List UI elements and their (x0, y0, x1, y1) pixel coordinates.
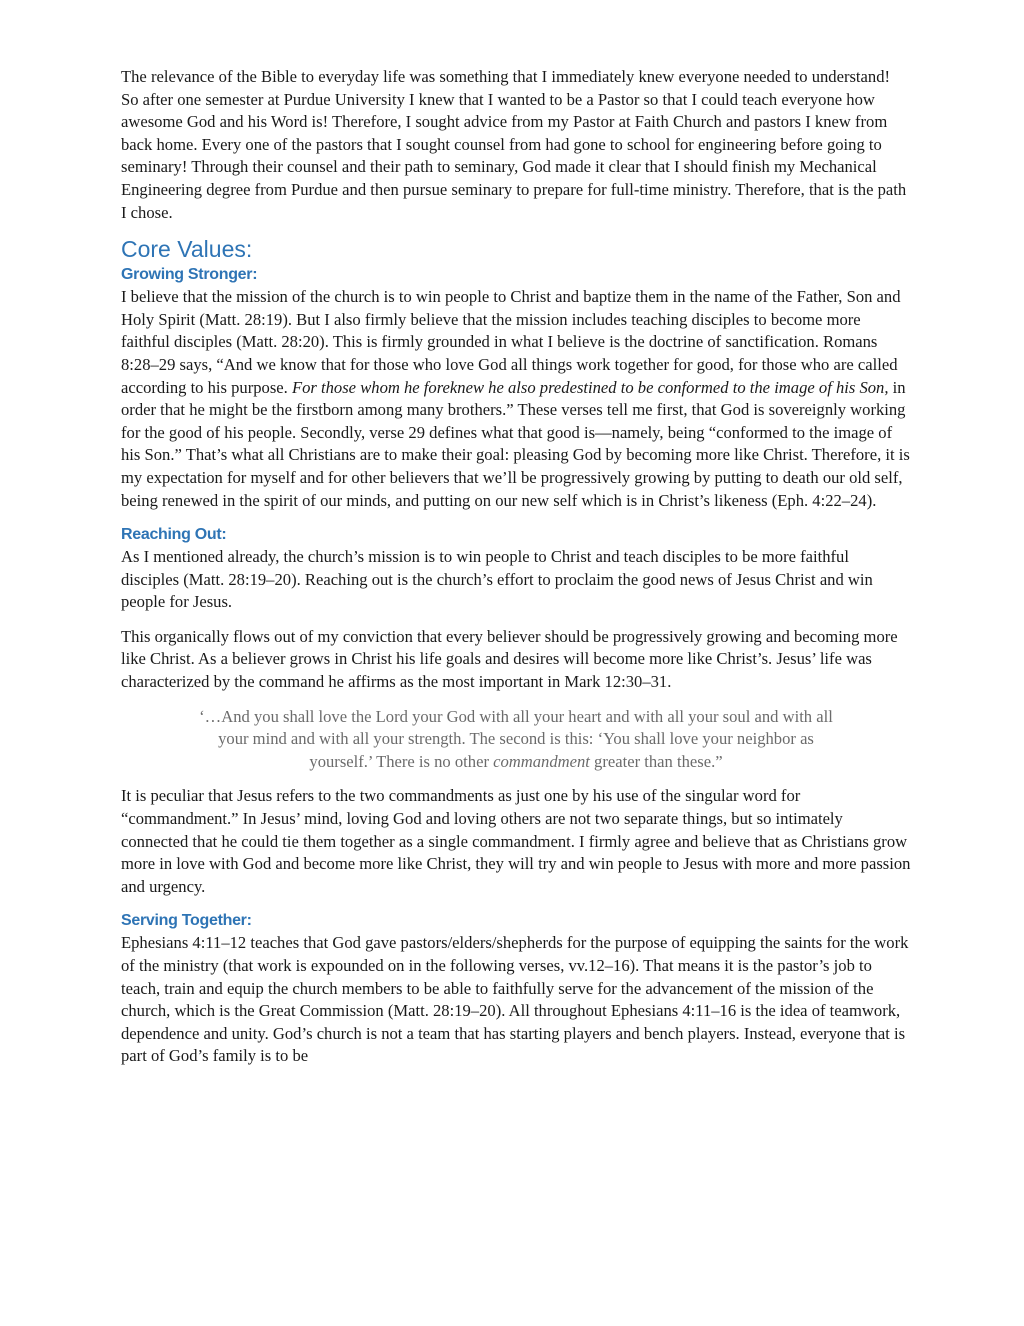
reaching-out-heading: Reaching Out: (121, 526, 227, 544)
serving-together-heading: Serving Together: (121, 912, 252, 930)
growing-stronger-text-1: I believe that the mission of the church is to win people to Christ and baptize them in the name of the Father, Son and Holy Spirit (Matt. 28:19). But I also firmly believe that the mission includes teaching disciples to become more faithful disciples (Matt. 28:20). This is firmly grounded in what I believe is the doctrine of sanctification. Romans 8:28–29 says, “And we know that for those who love God all things work together for good, for those who are called according to his purpose. (121, 287, 901, 397)
growing-stronger-text-2: in order that he might be the firstborn among many brothers.” These verses tell me first, that God is sovereignly working for the good of his people. Secondly, verse 29 defines what that good is—namely, being “conformed to the image of his Son.” That’s what all Christians are to make their goal: pleasing God by becoming more like Christ. Therefore, it is my expectation for myself and for other believers that we’ll be progressively growing by putting to death our old self, being renewed in the spirit of our minds, and putting on our new self which is in Christ’s likeness (Eph. 4:22–24). (121, 377, 910, 510)
serving-together-paragraph: Ephesians 4:11–12 teaches that God gave pastors/elders/shepherds for the purpose of equipping the saints for the work of the ministry (that work is expounded on in the following verses, vv.12–16). That means it is the pastor’s job to teach, train and equip the church members to be able to faithfully serve for the advancement of the mission of the church, which is the Great Commission (Matt. 28:19–20). All throughout Ephesians 4:11–16 is the idea of teamwork, dependence and unity. God’s church is not a team that has starting players and bench players. Instead, everyone that is part of God’s family is to be (121, 933, 909, 1066)
intro-paragraph: The relevance of the Bible to everyday life was something that I immediately knew everyone needed to understand! So after one semester at Purdue University I knew that I wanted to be a Pastor so that I could teach everyone how awesome God and his Word is! Therefore, I sought advice from my Pastor at Faith Church and pastors I knew from back home. Every one of the pastors that I sought counsel from had gone to school for engineering before going to seminary! Through their counsel and their path to seminary, God made it clear that I should finish my Mechanical Engineering degree from Purdue and then pursue seminary to prepare for full-time ministry. Therefore, that is the path I chose. (121, 67, 907, 222)
quote-text-2: greater than these.” (589, 751, 723, 771)
quote-italic-word: commandment (493, 751, 590, 771)
mark-quote-block (121, 706, 911, 774)
growing-stronger-heading: Growing Stronger: (121, 266, 258, 284)
reaching-out-paragraph-2: This organically flows out of my conviction that every believer should be progressively growing and becoming more like Christ. As a believer grows in Christ his life goals and desires will become more like Christ’s. Jesus’ life was characterized by the command he affirms as the most important in Mark 12:30–31. (121, 626, 898, 692)
reaching-out-paragraph-1: As I mentioned already, the church’s mission is to win people to Christ and teach disciples to be more faithful disciples (Matt. 28:19–20). Reaching out is the church’s effort to proclaim the good news of Jesus Christ and win people for Jesus. (121, 547, 873, 612)
quote-text-1: ‘…And you shall love the Lord your God with all your heart and with all your soul and with all your mind and with all your strength. The second is this: ‘You shall love your neighbor as yourself.’ There is no other (199, 706, 833, 771)
document-page (121, 66, 911, 1068)
growing-stronger-paragraph (121, 286, 911, 512)
core-values-heading: Core Values: (121, 236, 253, 263)
growing-stronger-italic-quote: For those whom he foreknew he also predestined to be conformed to the image of his Son, (291, 377, 889, 397)
reaching-out-paragraph-3: It is peculiar that Jesus refers to the two commandments as just one by his use of the singular word for “commandment.” In Jesus’ mind, loving God and loving others are not two separate things, but so intimately connected that he could tie them together as a single commandment. I firmly agree and believe that as Christians grow more in love with God and become more like Christ, they will try and win people to Jesus with more and more passion and urgency. (121, 786, 911, 896)
